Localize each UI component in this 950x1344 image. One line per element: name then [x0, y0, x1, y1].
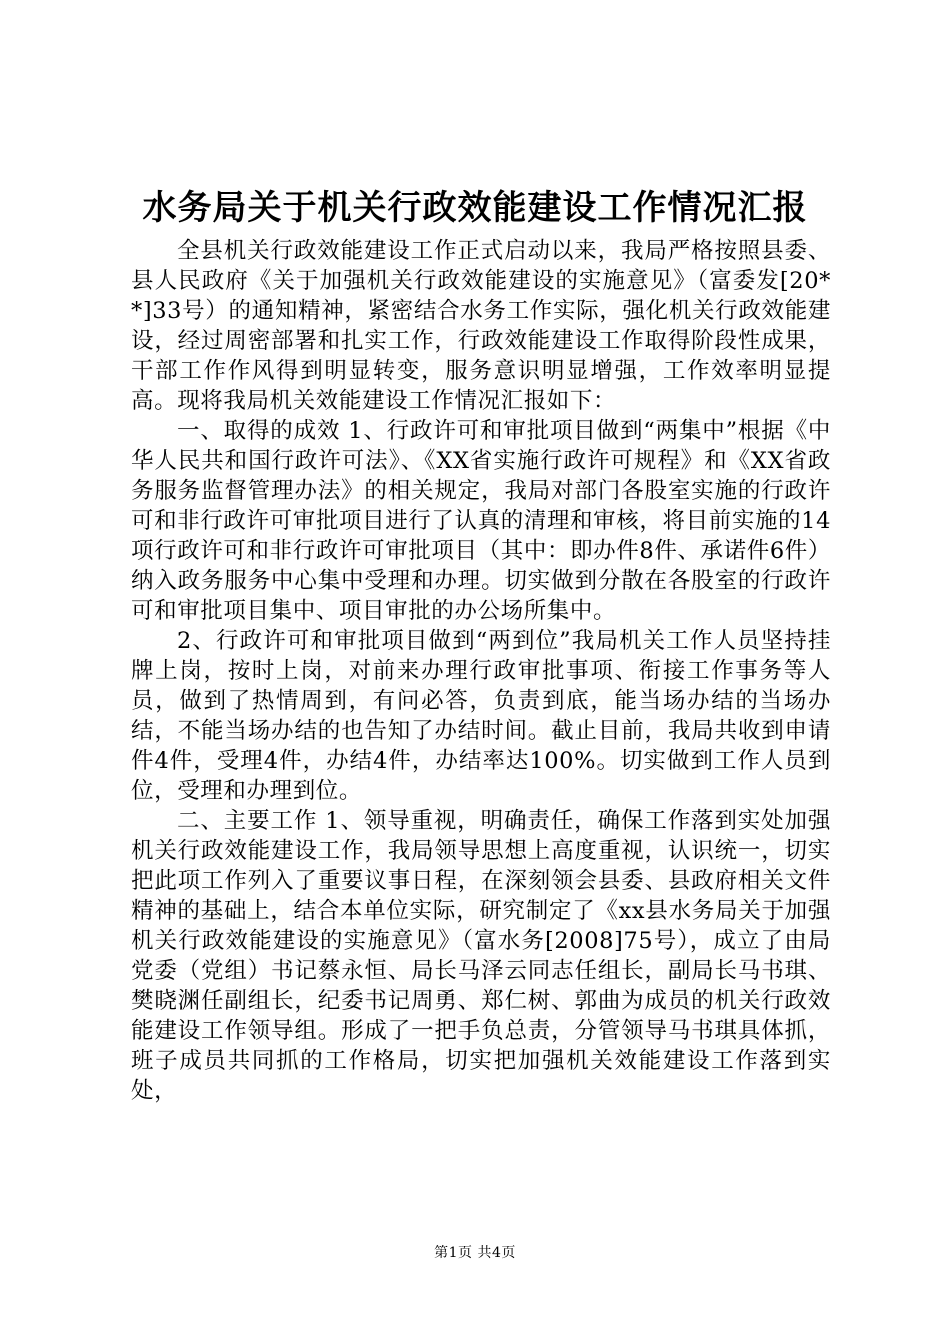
paragraph-two-in-place: 2、行政许可和审批项目做到“两到位”我局机关工作人员坚持挂牌上岗，按时上岗，对前来办理行政审批事项、衔接工作事务等人员，做到了热情周到，有问必答，负责到底，能当场办结的当场办结，不能当场办结的也告知了办结时间。截止目前，我局共收到申请件4件，受理4件，办结4件，办结率达100%。切实做到工作人员到位，受理和办理到位。: [131, 628, 831, 804]
paragraph-achievements: 一、取得的成效 1、行政许可和审批项目做到“两集中”根据《中华人民共和国行政许可法》、《XX省实施行政许可规程》和《XX省政务服务监督管理办法》的相关规定，我局对部门各股室实施的行政许可和非行政许可审批项目进行了认真的清理和审核，将目前实施的14项行政许可和非行政许可审批项目（其中：即办件8件、承诺件6件）纳入政务服务中心集中受理和办理。切实做到分散在各股室的行政许可和审批项目集中、项目审批的办公场所集中。: [131, 418, 831, 624]
paragraph-intro: 全县机关行政效能建设工作正式启动以来，我局严格按照县委、县人民政府《关于加强机关行政效能建设的实施意见》（富委发[20**]33号）的通知精神，紧密结合水务工作实际，强化机关行政效能建设，经过周密部署和扎实工作，行政效能建设工作取得阶段性成果，干部工作作风得到明显转变，服务意识明显增强，工作效率明显提高。现将我局机关效能建设工作情况汇报如下：: [131, 238, 831, 414]
paragraph-main-work: 二、主要工作 1、领导重视，明确责任，确保工作落到实处加强机关行政效能建设工作，我局领导思想上高度重视，认识统一，切实把此项工作列入了重要议事日程，在深刻领会县委、县政府相关文件精神的基础上，结合本单位实际，研究制定了《xx县水务局关于加强机关行政效能建设的实施意见》（富水务[2008]75号），成立了由局党委（党组）书记蔡永恒、局长马泽云同志任组长，副局长马书琪、樊晓渊任副组长，纪委书记周勇、郑仁树、郭曲为成员的机关行政效能建设工作领导组。形成了一把手负总责，分管领导马书琪具体抓，班子成员共同抓的工作格局，切实把加强机关效能建设工作落到实处，: [131, 808, 831, 1104]
page-footer: 第1页 共4页: [434, 1245, 516, 1261]
document-title: 水务局关于机关行政效能建设工作情况汇报: [142, 188, 808, 228]
document-body: [131, 236, 831, 1106]
